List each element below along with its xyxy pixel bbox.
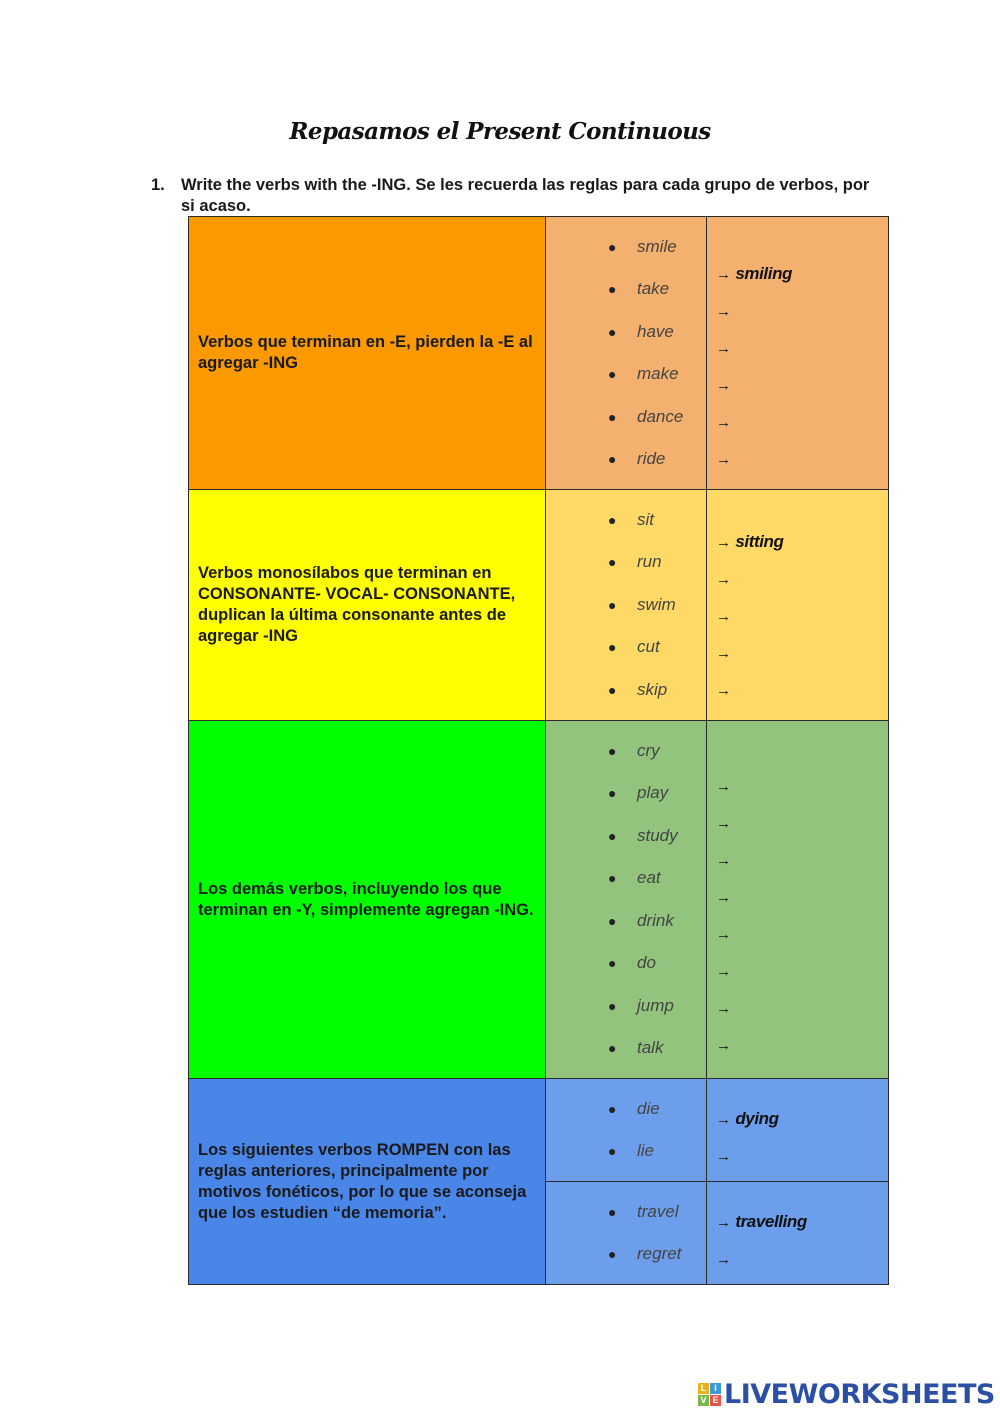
arrow-icon: → <box>716 814 731 832</box>
table-row <box>189 1079 889 1182</box>
bullet-icon: ● <box>608 451 617 467</box>
verbs-cell <box>546 490 707 721</box>
verb-item <box>546 353 706 396</box>
verb-list <box>546 730 706 1070</box>
verb-text: drink <box>637 910 674 930</box>
arrow-icon: → <box>716 376 731 394</box>
verb-item <box>546 268 706 311</box>
arrow-icon: → <box>716 1036 731 1054</box>
verb-text: make <box>637 364 679 383</box>
answer-item[interactable] <box>707 634 888 671</box>
bullet-icon: ● <box>608 827 617 844</box>
liveworksheets-logo <box>698 1377 995 1411</box>
verb-list <box>546 1088 706 1173</box>
verb-text: lie <box>637 1141 655 1160</box>
arrow-icon: → <box>716 339 731 357</box>
bullet-icon: ● <box>608 1246 617 1262</box>
bullet-icon: ● <box>608 912 617 929</box>
bullet-icon: ● <box>608 1203 617 1220</box>
verb-item <box>546 900 706 943</box>
bullet-icon: ● <box>608 870 617 886</box>
table-row <box>189 217 889 490</box>
verb-item <box>546 438 706 481</box>
answers-cell <box>707 217 889 490</box>
answer-item[interactable] <box>707 523 888 560</box>
table-row <box>189 721 889 1079</box>
arrow-icon: → <box>716 571 731 588</box>
bullet-icon: ● <box>608 281 617 297</box>
verb-list <box>546 1191 706 1276</box>
verb-text: eat <box>637 868 661 887</box>
verb-text: travel <box>637 1201 679 1221</box>
answer-field[interactable]: smiling <box>731 263 793 283</box>
verb-item <box>546 730 706 773</box>
verb-rules-table <box>188 216 889 1285</box>
verb-item <box>546 772 706 815</box>
verb-text: dance <box>637 406 684 426</box>
verb-text: sit <box>637 509 654 529</box>
table-row <box>189 490 889 721</box>
verb-item <box>546 942 706 985</box>
answer-item[interactable] <box>707 403 888 440</box>
answer-list <box>707 255 888 477</box>
verb-item <box>546 1191 706 1234</box>
instruction-number: 1. <box>151 176 165 194</box>
verb-text: run <box>637 552 662 572</box>
answer-item[interactable] <box>707 841 888 878</box>
arrow-icon: → <box>716 925 731 943</box>
verb-text: jump <box>637 995 674 1015</box>
answer-item[interactable] <box>707 292 888 329</box>
answers-cell <box>707 1079 889 1182</box>
verb-text: take <box>637 279 670 298</box>
verb-list <box>546 226 706 481</box>
arrow-icon: → <box>716 645 731 662</box>
answer-item[interactable] <box>707 1203 888 1240</box>
answers-cell <box>707 721 889 1079</box>
bullet-icon: ● <box>608 1143 617 1159</box>
verb-text: smile <box>637 236 677 256</box>
verb-item <box>546 584 706 627</box>
verb-item <box>546 626 706 669</box>
arrow-icon: → <box>716 534 731 551</box>
bullet-icon: ● <box>608 366 617 382</box>
arrow-icon: → <box>716 265 731 283</box>
answer-field[interactable]: sitting <box>731 532 784 551</box>
instruction <box>151 175 871 217</box>
answer-list <box>707 767 888 1063</box>
answer-list <box>707 523 888 708</box>
rule-cell: Los demás verbos, incluyendo los que terminan en -Y, simplemente agregan -ING. <box>189 721 546 1079</box>
verb-item <box>546 499 706 542</box>
answer-item[interactable] <box>707 329 888 366</box>
answer-item[interactable] <box>707 671 888 708</box>
logo-letter: V <box>698 1395 709 1406</box>
arrow-icon: → <box>716 999 731 1017</box>
verb-item <box>546 396 706 439</box>
verb-text: skip <box>637 679 668 699</box>
verb-text: swim <box>637 594 676 614</box>
verb-text: cut <box>637 637 660 657</box>
answer-item[interactable] <box>707 989 888 1026</box>
bullet-icon: ● <box>608 1040 617 1056</box>
verb-text: have <box>637 321 674 341</box>
answer-item[interactable] <box>707 440 888 477</box>
verbs-cell <box>546 1182 707 1285</box>
arrow-icon: → <box>716 1213 731 1231</box>
logo-letter: E <box>710 1395 721 1406</box>
instruction-text: Write the verbs with the -ING. Se les recuerda las reglas para cada grupo de verbos, por si acaso. <box>181 176 870 215</box>
arrow-icon: → <box>716 962 731 980</box>
verb-text: cry <box>637 740 660 760</box>
verb-text: do <box>637 953 656 972</box>
arrow-icon: → <box>716 851 731 869</box>
verb-text: play <box>637 783 669 802</box>
logo-text: LIVEWORKSHEETS <box>724 1378 995 1410</box>
verbs-cell <box>546 721 707 1079</box>
rule-cell: Los siguientes verbos ROMPEN con las reglas anteriores, principalmente por motivos fonéticos, por lo que se aconseja que los estudien “de memoria”. <box>189 1079 546 1285</box>
bullet-icon: ● <box>608 323 617 340</box>
bullet-icon: ● <box>608 1100 617 1117</box>
answer-item[interactable] <box>707 767 888 804</box>
answer-item[interactable] <box>707 597 888 634</box>
answer-item[interactable] <box>707 255 888 292</box>
answer-item[interactable] <box>707 878 888 915</box>
verb-item <box>546 857 706 900</box>
answer-item[interactable] <box>707 804 888 841</box>
arrow-icon: → <box>716 608 731 625</box>
answers-cell <box>707 490 889 721</box>
answer-item[interactable] <box>707 560 888 597</box>
answer-item[interactable] <box>707 952 888 989</box>
bullet-icon: ● <box>608 238 617 255</box>
verbs-cell <box>546 1079 707 1182</box>
bullet-icon: ● <box>608 955 617 971</box>
answer-item[interactable] <box>707 1100 888 1137</box>
verb-text: talk <box>637 1038 664 1057</box>
rule-cell: Verbos monosílabos que terminan en CONSONANTE- VOCAL- CONSONANTE, duplican la última consonante antes de agregar -ING <box>189 490 546 721</box>
rule-cell: Verbos que terminan en -E, pierden la -E al agregar -ING <box>189 217 546 490</box>
verb-item <box>546 985 706 1028</box>
verb-list <box>546 499 706 712</box>
arrow-icon: → <box>716 682 731 699</box>
arrow-icon: → <box>716 302 731 320</box>
arrow-icon: → <box>716 1147 731 1165</box>
bullet-icon: ● <box>608 785 617 801</box>
answer-item[interactable] <box>707 1240 888 1277</box>
answers-cell <box>707 1182 889 1285</box>
bullet-icon: ● <box>608 511 617 528</box>
verb-item <box>546 669 706 712</box>
verb-item <box>546 541 706 584</box>
logo-letter: I <box>710 1383 721 1394</box>
verb-item <box>546 226 706 269</box>
answer-list <box>707 1100 888 1174</box>
verb-text: study <box>637 825 678 845</box>
verb-item <box>546 311 706 354</box>
verb-text: die <box>637 1098 660 1118</box>
bullet-icon: ● <box>608 997 617 1014</box>
arrow-icon: → <box>716 1110 731 1128</box>
bullet-icon: ● <box>608 681 617 698</box>
answer-list <box>707 1203 888 1277</box>
verb-item <box>546 1130 706 1173</box>
bullet-icon: ● <box>608 639 617 656</box>
verbs-cell <box>546 217 707 490</box>
arrow-icon: → <box>716 777 731 795</box>
bullet-icon: ● <box>608 554 617 571</box>
arrow-icon: → <box>716 1250 731 1268</box>
logo-letter: L <box>698 1383 709 1394</box>
verb-item <box>546 1088 706 1131</box>
arrow-icon: → <box>716 450 731 468</box>
answer-item[interactable] <box>707 1026 888 1063</box>
answer-item[interactable] <box>707 1137 888 1174</box>
answer-field[interactable]: travelling <box>731 1211 807 1231</box>
answer-item[interactable] <box>707 366 888 403</box>
arrow-icon: → <box>716 888 731 906</box>
verb-text: regret <box>637 1244 682 1263</box>
verb-item <box>546 815 706 858</box>
verb-text: ride <box>637 449 666 468</box>
bullet-icon: ● <box>608 596 617 613</box>
answer-item[interactable] <box>707 915 888 952</box>
verb-item <box>546 1233 706 1276</box>
page-title: Repasamos el Present Continuous <box>289 118 711 145</box>
bullet-icon: ● <box>608 742 617 759</box>
bullet-icon: ● <box>608 408 617 425</box>
verb-item <box>546 1027 706 1070</box>
answer-field[interactable]: dying <box>731 1108 779 1128</box>
arrow-icon: → <box>716 413 731 431</box>
liveworksheets-logo-icon <box>698 1383 721 1406</box>
